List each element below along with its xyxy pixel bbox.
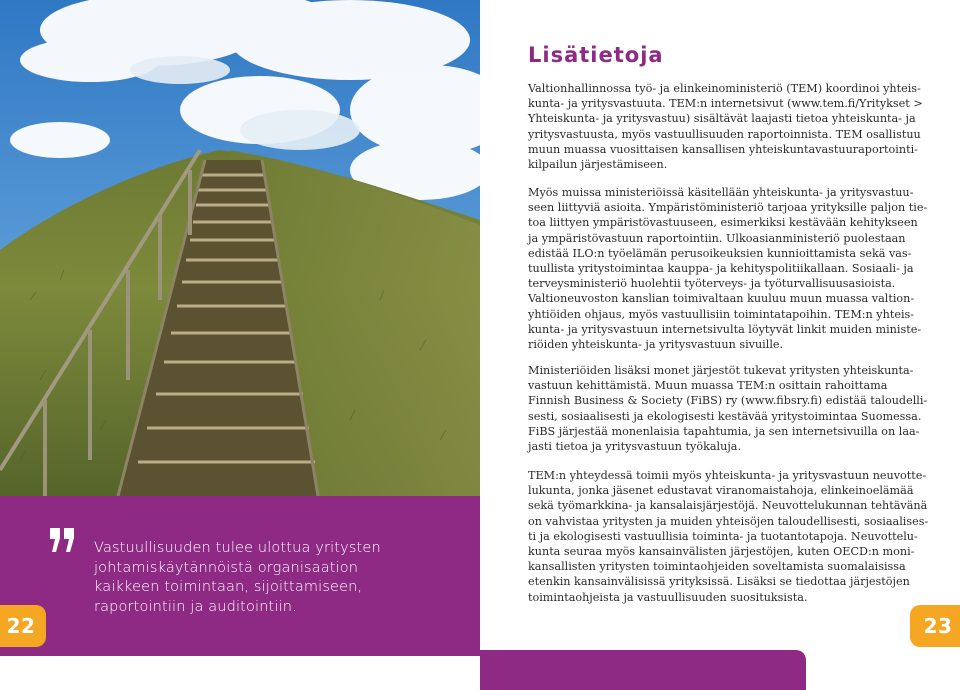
pull-quote-text xyxy=(94,539,424,617)
text-line: tuullista yritystoimintaa kauppa- ja kehityspolitiikallaan. Sosiaali- ja xyxy=(528,262,914,276)
quote-line: johtamiskäytännöistä organisaation xyxy=(94,559,359,576)
text-line: toimintaohjeista ja vastuullisuuden suosituksista. xyxy=(528,590,808,604)
text-line: ja ympäristövastuun raportointiin. Ulkoasianministeriö puolestaan xyxy=(528,231,906,245)
text-line: on vahvistaa yritysten ja muiden yhteisöjen taloudellisesti, sosiaalises- xyxy=(528,514,929,528)
section-heading: Lisätietoja xyxy=(528,43,664,67)
text-line: FiBS järjestää monenlaisia tapahtumia, ja sen internetsivuilla on laa- xyxy=(528,424,920,438)
quote-line: raportointiin ja auditointiin. xyxy=(94,598,297,615)
quote-line: kaikkeen toimintaan, sijoittamiseen, xyxy=(94,579,363,595)
text-line: Yhteiskunta- ja yritysvastuu) sisältävät laajasti tietoa yhteiskunta- ja xyxy=(528,112,916,126)
text-line: sekä työmarkkina- ja kansalaisjärjestöjä. Neuvottelukunnan tehtävänä xyxy=(528,499,928,513)
page-number-right: 23 xyxy=(910,605,960,647)
body-paragraph-3 xyxy=(528,363,928,454)
text-line: Ministeriöiden lisäksi monet järjestöt tukevat yritysten yhteiskunta- xyxy=(528,364,914,377)
text-line: jasti tietoa ja yritysvastuun työkaluja. xyxy=(528,440,742,454)
text-line: Myös muissa ministeriöissä käsitellään yhteiskunta- ja yritysvastuu- xyxy=(528,186,914,199)
text-line: kunta- ja yritysvastuuta. TEM:n internetsivut (www.tem.fi/Yritykset > xyxy=(528,97,923,111)
text-line: seen liittyviä asioita. Ympäristöministeriö tarjoaa yrityksille paljon tie- xyxy=(528,201,928,215)
text-line: riöiden yhteiskunta- ja yritysvastuun sivuille. xyxy=(528,338,784,352)
text-line: ti ja ekologisesti vastuullisia toiminta- ja tuotantotapoja. Neuvottelu- xyxy=(528,529,918,543)
page-number-left: 22 xyxy=(0,605,46,647)
body-paragraph-1 xyxy=(528,81,923,172)
text-line: sesti, sosiaalisesti ja ekologisesti kestävää yritystoimintaa Suomessa. xyxy=(528,409,922,423)
text-line: edistää ILO:n työelämän perusoikeuksien kunnioittamista sekä vas- xyxy=(528,246,912,260)
text-line: kunta- ja yritysvastuun internetsivulta löytyvät linkit muiden ministe- xyxy=(528,322,922,336)
text-line: Valtionhallinnossa työ- ja elinkeinoministeriö (TEM) koordinoi yhteis- xyxy=(528,82,921,95)
text-line: etenkin kansainvälisissä yrityksissä. Lisäksi se tiedottaa järjestöjen xyxy=(528,575,910,589)
text-line: toa liittyen ympäristövastuuseen, esimerkiksi kestävään kehitykseen xyxy=(528,216,918,230)
text-line: lukunta, jonka jäsenet edustavat viranomaistahoja, elinkeinoelämää xyxy=(528,484,914,498)
pull-quote-panel xyxy=(0,496,480,656)
quote-line: Vastuullisuuden tulee ulottua yritysten xyxy=(94,540,381,556)
quotation-mark-icon xyxy=(48,526,78,556)
text-line: kilpailun järjestämiseen. xyxy=(528,158,668,172)
text-line: muun muassa vuosittaisen kansallisen yhteiskuntavastuuraportointi- xyxy=(528,142,918,156)
text-line: yritysvastuusta, myös vastuullisuuden raportoinnista. TEM osallistuu xyxy=(528,127,921,141)
text-line: kunta seuraa myös kansainvälisten järjestöjen, kuten OECD:n moni- xyxy=(528,545,915,559)
text-line: yhtiöiden ohjaus, myös vastuullisiin toimintatapoihin. TEM:n yhteis- xyxy=(528,307,915,321)
text-line: terveysministeriö huolehtii työterveys- ja työturvallisuusasioista. xyxy=(528,277,896,291)
bottom-accent-bar xyxy=(480,650,806,690)
text-line: vastuun kehittämistä. Muun muassa TEM:n osittain rahoittama xyxy=(528,379,888,393)
body-paragraph-2 xyxy=(528,185,928,352)
body-paragraph-4 xyxy=(528,468,929,605)
text-line: kansallisten yritysten toimintaohjeiden soveltamista suomalaisissa xyxy=(528,560,906,574)
text-line: TEM:n yhteydessä toimii myös yhteiskunta- ja yritysvastuun neuvotte- xyxy=(528,469,927,482)
text-line: Valtioneuvoston kanslian toimivaltaan kuuluu muun muassa valtion- xyxy=(528,292,915,306)
staircase-hill-photo xyxy=(0,0,480,496)
text-line: Finnish Business & Society (FiBS) ry (www.fibsry.fi) edistää taloudelli- xyxy=(528,394,928,408)
